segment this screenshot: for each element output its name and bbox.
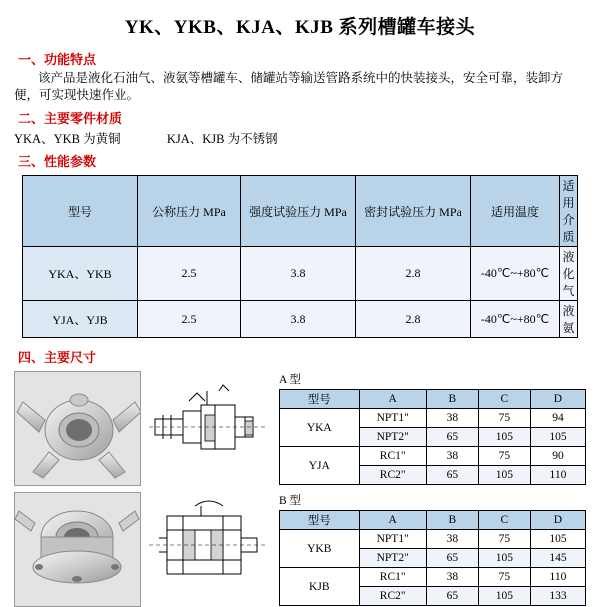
dim-a-cell: NPT2" bbox=[359, 428, 426, 447]
spec-cell: 2.8 bbox=[356, 247, 471, 301]
dim-b-model-cell: YKB bbox=[280, 530, 360, 568]
dim-a-cell: 75 bbox=[478, 447, 530, 466]
dimension-table-b-label: B 型 bbox=[279, 495, 302, 507]
dimension-table-b bbox=[279, 510, 586, 606]
dim-a-cell: 65 bbox=[426, 428, 478, 447]
product-photo-b bbox=[14, 492, 141, 607]
spec-header-cell: 公称压力 MPa bbox=[138, 176, 241, 247]
section-1-text: 该产品是液化石油气、液氨等槽罐车、储罐站等输送管路系统中的快装接头，安全可靠，装卸方便，可实现快速作业。 bbox=[14, 71, 564, 102]
dim-b-cell: 65 bbox=[426, 587, 478, 606]
section-1-heading: 一、功能特点 bbox=[18, 52, 97, 67]
dim-b-header-cell: A bbox=[359, 511, 426, 530]
dim-b-header-cell: D bbox=[530, 511, 585, 530]
dim-a-cell: 105 bbox=[530, 428, 585, 447]
spec-table-header-row bbox=[23, 176, 578, 247]
dim-b-cell: 145 bbox=[530, 549, 585, 568]
spec-header-cell: 适用温度 bbox=[471, 176, 560, 247]
section-2-materials bbox=[14, 129, 600, 147]
dim-b-cell: 65 bbox=[426, 549, 478, 568]
table-row bbox=[23, 301, 578, 338]
dim-a-cell: 110 bbox=[530, 466, 585, 485]
dim-a-cell: 105 bbox=[478, 428, 530, 447]
dim-b-cell: 105 bbox=[478, 549, 530, 568]
dimension-table-a-label: A 型 bbox=[279, 374, 302, 386]
spec-cell: 3.8 bbox=[241, 247, 356, 301]
spec-cell-model: YKA、YKB bbox=[23, 247, 138, 301]
section-3-heading: 三、性能参数 bbox=[18, 154, 97, 169]
dim-b-cell: 75 bbox=[478, 530, 530, 549]
dim-b-header-cell: B bbox=[426, 511, 478, 530]
spec-cell-model: YJA、YJB bbox=[23, 301, 138, 338]
dim-a-header-cell: A bbox=[359, 390, 426, 409]
spec-table bbox=[22, 175, 578, 338]
spec-header-cell: 适用介质 bbox=[560, 176, 578, 247]
dim-a-cell: 65 bbox=[426, 466, 478, 485]
product-photo-a bbox=[14, 371, 141, 486]
material-stainless: KJA、KJB 为不锈钢 bbox=[166, 132, 278, 146]
spec-cell: 液化气 bbox=[560, 247, 578, 301]
dim-a-cell: 38 bbox=[426, 447, 478, 466]
dim-a-header-cell: C bbox=[478, 390, 530, 409]
spec-header-cell: 型号 bbox=[23, 176, 138, 247]
spec-header-cell: 强度试验压力 MPa bbox=[241, 176, 356, 247]
spec-cell: 2.5 bbox=[138, 301, 241, 338]
table-row bbox=[280, 568, 586, 587]
dim-b-cell: RC1" bbox=[359, 568, 426, 587]
spec-cell: 3.8 bbox=[241, 301, 356, 338]
dim-a-cell: NPT1" bbox=[359, 409, 426, 428]
product-photo-a-graphic bbox=[15, 372, 140, 485]
dim-a-header-cell: D bbox=[530, 390, 585, 409]
dim-a-cell: 94 bbox=[530, 409, 585, 428]
dim-a-cell: RC1" bbox=[359, 447, 426, 466]
dim-a-header-cell: B bbox=[426, 390, 478, 409]
section-2-heading: 二、主要零件材质 bbox=[18, 111, 123, 126]
product-drawing-a bbox=[149, 371, 269, 484]
table-row bbox=[280, 530, 586, 549]
product-drawing-b-graphic bbox=[149, 492, 269, 605]
dim-a-header-cell: 型号 bbox=[280, 390, 360, 409]
dim-a-cell: 38 bbox=[426, 409, 478, 428]
dim-a-header-row bbox=[280, 390, 586, 409]
dim-b-header-cell: C bbox=[478, 511, 530, 530]
dim-b-cell: NPT1" bbox=[359, 530, 426, 549]
spec-cell: 液 氨 bbox=[560, 301, 578, 338]
spec-cell: 2.5 bbox=[138, 247, 241, 301]
table-row bbox=[23, 247, 578, 301]
dim-a-model-cell: YKA bbox=[280, 409, 360, 447]
dim-b-cell: 110 bbox=[530, 568, 585, 587]
product-drawing-b bbox=[149, 492, 269, 605]
dim-a-model-cell: YJA bbox=[280, 447, 360, 485]
table-row bbox=[280, 409, 586, 428]
dimension-table-a bbox=[279, 389, 586, 485]
dim-b-header-row bbox=[280, 511, 586, 530]
dim-b-cell: 105 bbox=[478, 587, 530, 606]
product-drawing-a-graphic bbox=[149, 371, 269, 484]
dim-b-cell: 133 bbox=[530, 587, 585, 606]
dim-b-cell: NPT2" bbox=[359, 549, 426, 568]
material-brass: YKA、YKB 为黄铜 bbox=[14, 132, 121, 146]
table-row bbox=[280, 447, 586, 466]
dim-b-cell: 105 bbox=[530, 530, 585, 549]
dim-b-cell: 75 bbox=[478, 568, 530, 587]
section-4-heading: 四、主要尺寸 bbox=[18, 350, 97, 365]
product-photo-b-graphic bbox=[15, 493, 140, 606]
dimension-row-b bbox=[14, 492, 586, 607]
spec-cell: 2.8 bbox=[356, 301, 471, 338]
dimension-section bbox=[14, 371, 586, 607]
dim-b-cell: RC2" bbox=[359, 587, 426, 606]
dim-b-header-cell: 型号 bbox=[280, 511, 360, 530]
dim-b-model-cell: KJB bbox=[280, 568, 360, 606]
page-title: YK、YKB、KJA、KJB 系列槽罐车接头 bbox=[124, 17, 476, 38]
dim-b-cell: 38 bbox=[426, 568, 478, 587]
spec-cell: -40℃~+80℃ bbox=[471, 301, 560, 338]
dimension-table-a-wrap bbox=[279, 371, 586, 485]
dim-a-cell: 90 bbox=[530, 447, 585, 466]
dimension-row-a bbox=[14, 371, 586, 486]
dimension-table-b-wrap bbox=[279, 492, 586, 606]
spec-header-cell: 密封试验压力 MPa bbox=[356, 176, 471, 247]
spec-cell: -40℃~+80℃ bbox=[471, 247, 560, 301]
dim-b-cell: 38 bbox=[426, 530, 478, 549]
dim-a-cell: 105 bbox=[478, 466, 530, 485]
dim-a-cell: RC2" bbox=[359, 466, 426, 485]
dim-a-cell: 75 bbox=[478, 409, 530, 428]
